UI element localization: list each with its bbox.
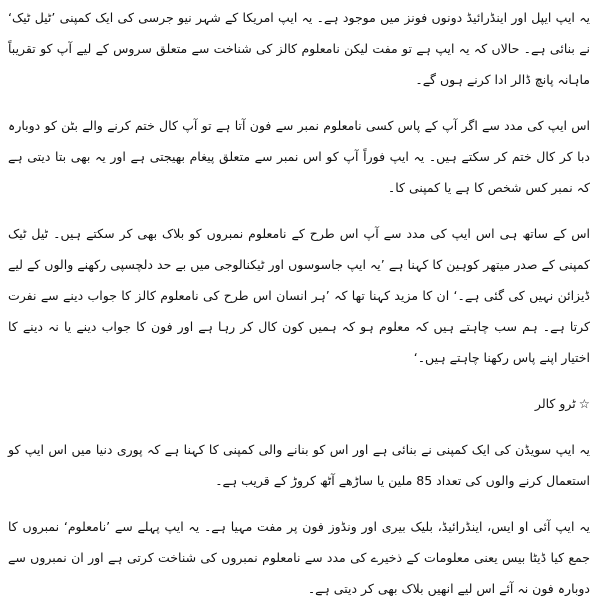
paragraph-ceo-quote: اس کے ساتھ ہی اس ایپ کی مدد سے آپ اس طرح کے نامعلوم نمبروں کو بلاک بھی کر سکتے ہیں۔ ٹیل ٹیک کمپنی کے صدر میتھر کوہین کا کہنا ہے ’یہ ایپ جاسوسوں اور ٹیکنالوجی میں بے حد دلچسپی رکھنے والوں کے لیے ڈیزائن نہیں کی گئی ہے۔‘ ان کا مزید کہنا تھا کہ ’ہر انسان اس طرح کی نامعلوم کالز کا جواب دینے سے نفرت کرتا ہے۔ ہم سب چاہتے ہیں کہ معلوم ہو کہ ہمیں کون کال کر رہا ہے اور فون کا جواب دینے یا نہ دینے کا اختیار اپنے پاس رکھنا چاہتے ہیں۔‘ [8, 226, 590, 365]
section-heading-text: ٹرو کالر [534, 396, 576, 411]
section-heading [8, 388, 590, 419]
paragraph-truecaller-platforms: یہ ایپ آئی او ایس، اینڈرائیڈ، بلیک بیری اور ونڈوز فون پر مفت مہیا ہے۔ یہ ایپ پہلے سے ’نامعلوم‘ نمبروں کا جمع کیا ڈیٹا بیس یعنی معلومات کے ذخیرے کی مدد سے نامعلوم نمبروں کی شناخت کرتی ہے اور ان نمبروں سے دوبارہ فون نہ آئے اس لیے انھیں بلاک بھی کر دیتی ہے۔ [8, 519, 590, 596]
paragraph-call-blocking: اس ایپ کی مدد سے اگر آپ کے پاس کسی نامعلوم نمبر سے فون آتا ہے تو آپ کال ختم کرنے والے بٹن کو دوبارہ دبا کر کال ختم کر سکتے ہیں۔ یہ ایپ فوراً آپ کو اس نمبر سے متعلق پیغام بھیجتی ہے اور یہ بھی بتا دیتی ہے کہ نمبر کس شخص کا ہے یا کمپنی کا۔ [8, 118, 590, 195]
paragraph-app-availability: یہ ایپ ایپل اور اینڈرائیڈ دونوں فونز میں موجود ہے۔ یہ ایپ امریکا کے شہر نیو جرسی کی ایک کمپنی ’ٹیل ٹیک‘ نے بنائی ہے۔ حالاں کہ یہ ایپ ہے تو مفت لیکن نامعلوم کالز کی شناخت سے متعلق سروس کے لیے آپ کو تقریباً ماہانہ پانچ ڈالر ادا کرنے ہوں گے۔ [8, 10, 590, 87]
star-icon: ☆ [578, 396, 590, 411]
paragraph-truecaller-users: یہ ایپ سویڈن کی ایک کمپنی نے بنائی ہے اور اس کو بنانے والی کمپنی کا کہنا ہے کہ پوری دنیا میں اس ایپ کو استعمال کرنے والوں کی تعداد 85 ملین یا ساڑھے آٹھ کروڑ کے قریب ہے۔ [8, 442, 590, 488]
